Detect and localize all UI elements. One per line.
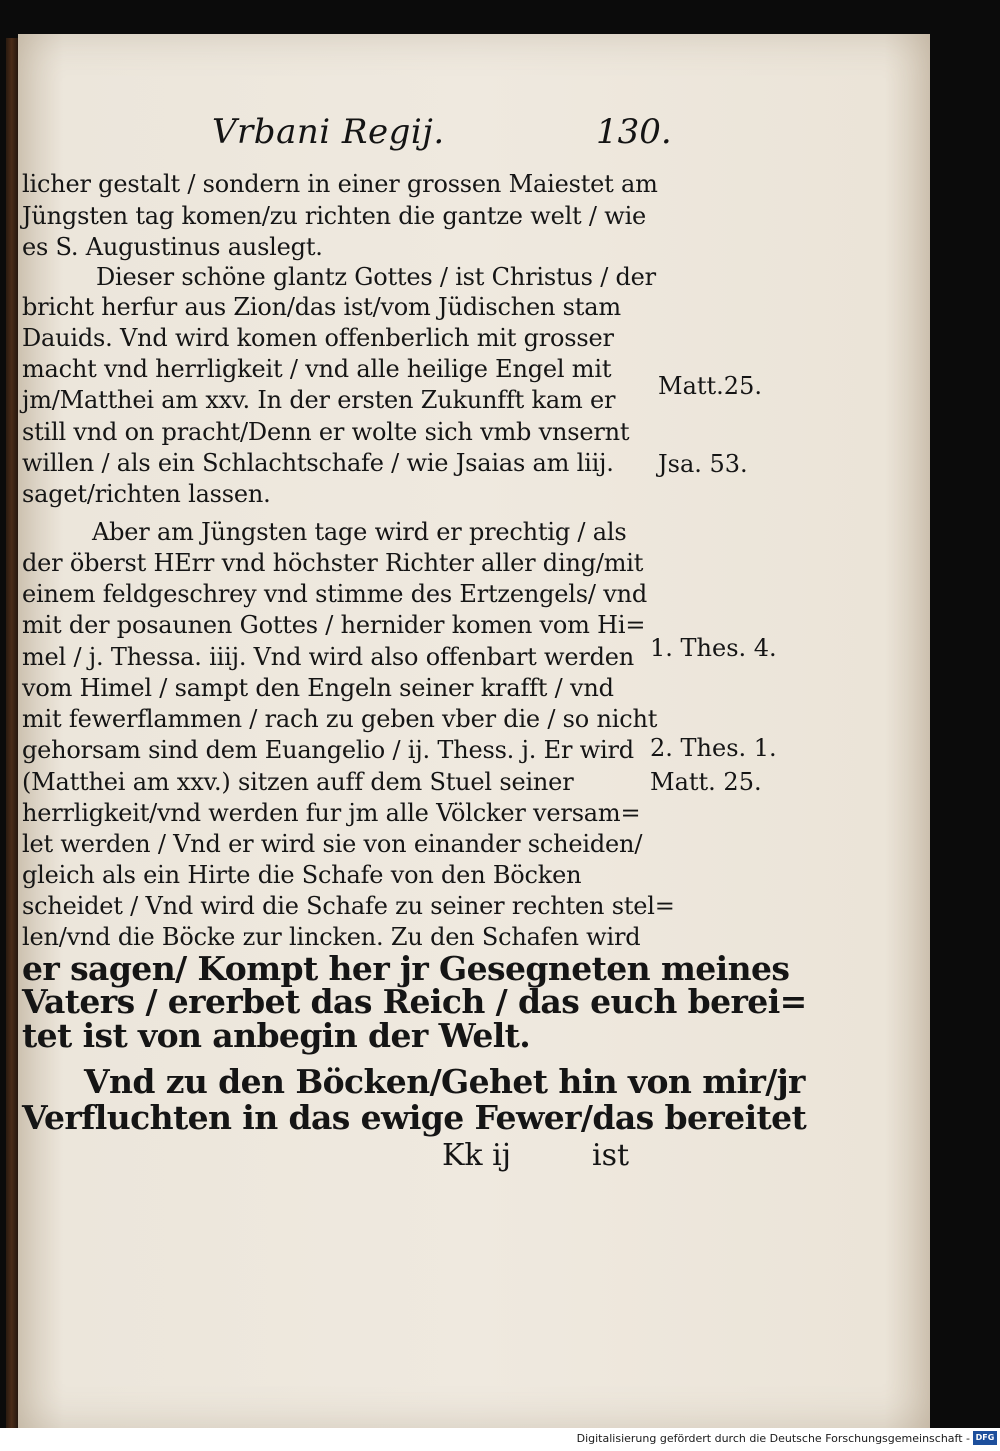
text-line: Vaters / ererbet das Reich / das euch berei= <box>22 982 807 1021</box>
text-line: er sagen/ Kompt her jr Gesegneten meines <box>22 949 790 988</box>
margin-note: Matt. 25. <box>650 768 762 796</box>
text-line: Verfluchten in das ewige Fewer/das bereitet <box>22 1098 807 1137</box>
text-line: der öberst HErr vnd höchster Richter aller ding/mit <box>22 549 644 577</box>
text-line: es S. Augustinus auslegt. <box>22 233 323 261</box>
text-line: gleich als ein Hirte die Schafe von den Böcken <box>22 861 582 889</box>
margin-note: Jsa. 53. <box>658 450 748 478</box>
text-line: mel / j. Thessa. iiij. Vnd wird also offenbart werden <box>22 643 635 671</box>
text-line: vom Himel / sampt den Engeln seiner krafft / vnd <box>22 674 614 702</box>
dfg-logo: DFG <box>973 1431 997 1445</box>
footer-credit: Digitalisierung gefördert durch die Deutsche Forschungsgemeinschaft - <box>576 1432 970 1445</box>
text-line: bricht herfur aus Zion/das ist/vom Jüdischen stam <box>22 293 621 321</box>
catchword: ist <box>592 1138 630 1173</box>
signature-mark: Kk ij <box>442 1138 512 1173</box>
text-line: tet ist von anbegin der Welt. <box>22 1016 531 1055</box>
text-line: gehorsam sind dem Euangelio / ij. Thess. j. Er wird <box>22 736 634 764</box>
margin-note: 1. Thes. 4. <box>650 634 777 662</box>
text-line: mit fewerflammen / rach zu geben vber die / so nicht <box>22 705 658 733</box>
text-line: macht vnd herrligkeit / vnd alle heilige Engel mit <box>22 355 612 383</box>
text-line: Dieser schöne glantz Gottes / ist Christus / der <box>96 263 656 291</box>
text-line: herrligkeit/vnd werden fur jm alle Völcker versam= <box>22 799 641 827</box>
margin-note: Matt.25. <box>658 372 762 400</box>
text-line: mit der posaunen Gottes / hernider komen vom Hi= <box>22 611 646 639</box>
text-line: Vnd zu den Böcken/Gehet hin von mir/jr <box>84 1062 805 1101</box>
text-line: jm/Matthei am xxv. In der ersten Zukunfft kam er <box>22 386 616 414</box>
text-line: still vnd on pracht/Denn er wolte sich vmb vnsernt <box>22 418 630 446</box>
text-line: len/vnd die Böcke zur lincken. Zu den Schafen wird <box>22 923 641 951</box>
text-line: Aber am Jüngsten tage wird er prechtig / als <box>92 518 627 546</box>
text-line: einem feldgeschrey vnd stimme des Ertzengels/ vnd <box>22 580 647 608</box>
text-line: scheidet / Vnd wird die Schafe zu seiner rechten stel= <box>22 892 675 920</box>
text-line: Jüngsten tag komen/zu richten die gantze welt / wie <box>22 202 647 230</box>
margin-note: 2. Thes. 1. <box>650 734 777 762</box>
folio-number: 130. <box>596 112 672 152</box>
running-head: Vrbani Regij. <box>212 112 445 152</box>
text-line: (Matthei am xxv.) sitzen auff dem Stuel seiner <box>22 768 574 796</box>
text-line: willen / als ein Schlachtschafe / wie Jsaias am liij. <box>22 449 614 477</box>
text-line: let werden / Vnd er wird sie von einander scheiden/ <box>22 830 643 858</box>
text-line: Dauids. Vnd wird komen offenberlich mit grosser <box>22 324 614 352</box>
text-line: saget/richten lassen. <box>22 480 271 508</box>
text-line: licher gestalt / sondern in einer grossen Maiestet am <box>22 170 658 198</box>
